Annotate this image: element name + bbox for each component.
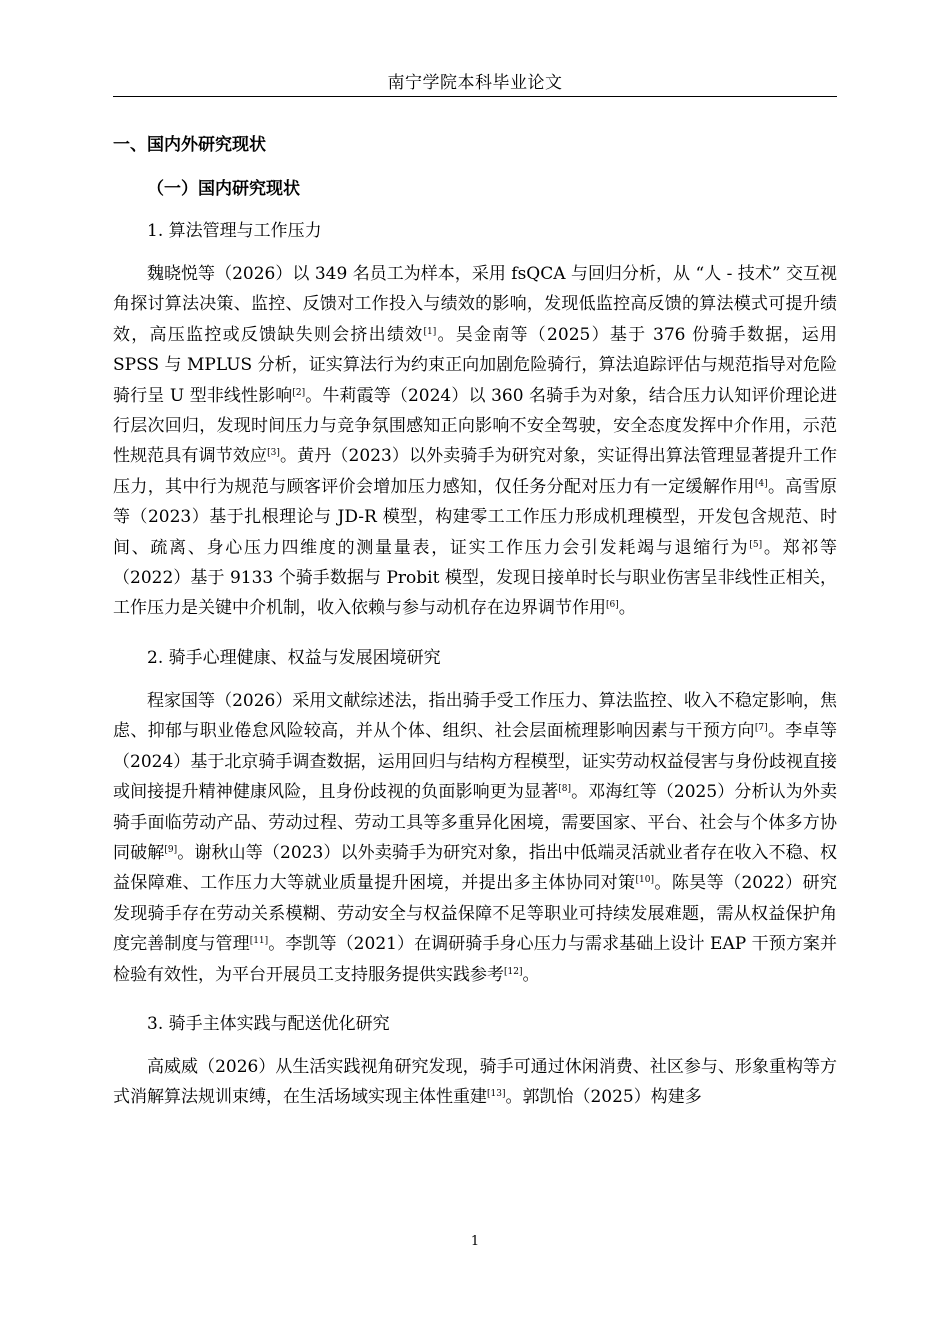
- citation-marker: [6]: [606, 600, 619, 611]
- paragraph-text: 魏晓悦等（2026）以 349 名员工为样本，采用 fsQCA 与回归分析，从 “人 - 技术” 交互视角探讨算法决策、监控、反馈对工作投入与绩效的影响，发现低监控高反馈的算法模式可提升绩效，高压监控或反馈缺失则会挤出绩效: [113, 264, 837, 345]
- body-content: [113, 130, 837, 1132]
- paragraph-text: 。牛莉霞等（2024）以 360 名骑手为对象，结合压力认知评价理论进行层次回归，发现时间压力与竞争氛围感知正向影响不安全驾驶，安全态度发挥中介作用，示范性规范具有调节效应: [113, 385, 837, 467]
- paragraph-text: 高威威（2026）从生活实践视角研究发现，骑手可通过休闲消费、社区参与、形象重构等方式消解算法规训束缚，在生活场域实现主体性重建: [113, 1056, 837, 1108]
- paragraph-text: 。李卓等（2024）基于北京骑手调查数据，运用回归与结构方程模型，证实劳动权益侵害与身份歧视直接或间接提升精神健康风险，且身份歧视的负面影响更为显著: [113, 721, 837, 803]
- citation-marker: [1]: [423, 326, 437, 337]
- page-header-title: 南宁学院本科毕业论文: [387, 73, 563, 93]
- paragraph-text: 。邓海红等（2025）分析认为外卖骑手面临劳动产品、劳动过程、劳动工具等多重异化困境，需要国家、平台、社会与个体多方协同破解: [113, 782, 838, 863]
- paragraph-text: 。谢秋山等（2023）以外卖骑手为研究对象，指出中低端灵活就业者存在收入不稳、权益保障难、工作压力大等就业质量提升困境，并提出多主体协同对策: [113, 842, 837, 894]
- paragraph-algorithm-pressure: [113, 259, 837, 624]
- section-heading-level2: （一）国内研究现状: [147, 179, 300, 199]
- paragraph-text: 。郑祁等（2022）基于 9133 个骑手数据与 Probit 模型，发现日接单时长与职业伤害呈非线性正相关，工作压力是关键中介机制，收入依赖与参与动机存在边界调节作用: [113, 537, 838, 619]
- paragraph-text: 。李凯等（2021）在调研骑手身心压力与需求基础上设计 EAP 干预方案并检验有效性，为平台开展员工支持服务提供实践参考: [113, 934, 837, 985]
- citation-marker: [13]: [487, 1089, 506, 1100]
- paragraph-text: 程家国等（2026）采用文献综述法，指出骑手受工作压力、算法监控、收入不稳定影响，焦虑、抑郁与职业倦怠风险较高，并从个体、组织、社会层面梳理影响因素与干预方向: [113, 690, 837, 742]
- citation-marker: [8]: [558, 784, 571, 795]
- paragraph-text: 。陈昊等（2022）研究发现骑手存在劳动关系模糊、劳动安全与权益保障不足等职业可持续发展难题，需从权益保护角度完善制度与管理: [113, 873, 837, 955]
- paragraph-rider-agency: [113, 1052, 837, 1113]
- paragraph-text: 。: [618, 598, 636, 619]
- header-divider: [113, 96, 837, 97]
- citation-marker: [5]: [749, 539, 763, 550]
- paragraph-rider-wellbeing: [113, 686, 837, 990]
- citation-marker: [2]: [292, 387, 306, 398]
- paragraph-text: 。郭凯怡（2025）构建多: [505, 1087, 702, 1108]
- paragraph-text: 。吴金南等（2025）基于 376 份骑手数据，运用 SPSS 与 MPLUS 分析，证实算法行为约束正向加剧危险骑行，算法追踪评估与规范指导对危险骑行呈 U 型非线性影响: [113, 324, 837, 406]
- citation-marker: [3]: [267, 448, 280, 459]
- paragraph-text: 。: [522, 964, 540, 985]
- page-number: 1: [470, 1234, 480, 1249]
- citation-marker: [10]: [635, 875, 654, 886]
- paragraph-text: 。黄丹（2023）以外卖骑手为研究对象，实证得出算法管理显著提升工作压力，其中行为规范与顾客评价会增加压力感知，仅任务分配对压力有一定缓解作用: [113, 446, 838, 497]
- subsection-title-3: 3. 骑手主体实践与配送优化研究: [147, 1013, 390, 1034]
- section-heading-level1: 一、国内外研究现状: [113, 135, 266, 155]
- subsection-title-1: 1. 算法管理与工作压力: [147, 221, 322, 241]
- subsection-title-2: 2. 骑手心理健康、权益与发展困境研究: [147, 647, 441, 668]
- citation-marker: [4]: [754, 478, 768, 489]
- citation-marker: [11]: [249, 936, 269, 947]
- citation-marker: [7]: [754, 723, 768, 734]
- citation-marker: [9]: [164, 844, 178, 855]
- citation-marker: [12]: [504, 966, 523, 977]
- paragraph-text: 。高雪原等（2023）基于扎根理论与 JD-R 模型，构建零工工作压力形成机理模型，开发包含规范、时间、疏离、身心压力四维度的测量量表，证实工作压力会引发耗竭与退缩行为: [113, 476, 837, 558]
